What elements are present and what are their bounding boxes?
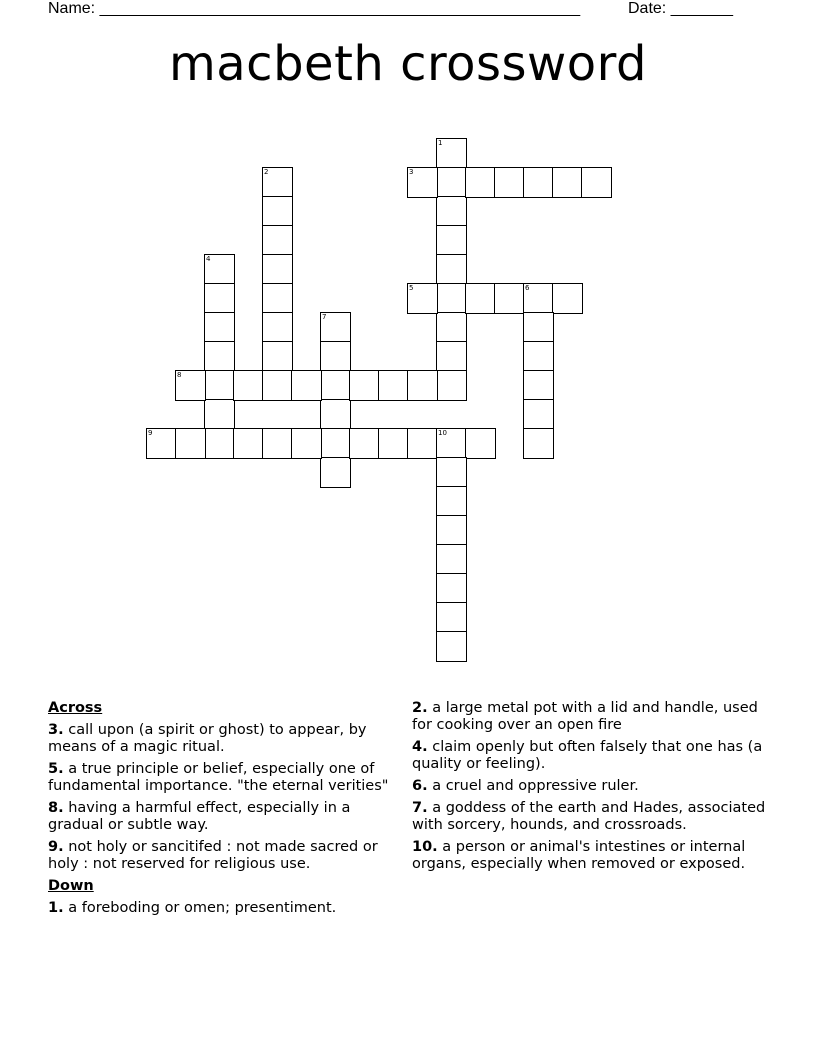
- crossword-cell[interactable]: [320, 341, 351, 372]
- crossword-cell[interactable]: [436, 428, 467, 459]
- crossword-cell[interactable]: [407, 370, 438, 401]
- crossword-cell[interactable]: [523, 167, 554, 198]
- clue-number: 4.: [412, 739, 428, 755]
- crossword-cell[interactable]: [552, 283, 583, 314]
- crossword-cell[interactable]: [436, 167, 467, 198]
- page-title: macbeth crossword: [169, 36, 647, 92]
- crossword-cell[interactable]: [291, 428, 322, 459]
- cell-number: 6: [525, 284, 530, 292]
- crossword-cell[interactable]: [523, 428, 554, 459]
- clue-across-3: [48, 722, 398, 756]
- clue-down-6: [412, 778, 767, 795]
- crossword-cell[interactable]: [204, 254, 235, 285]
- crossword-cell[interactable]: [146, 428, 177, 459]
- crossword-cell[interactable]: [465, 428, 496, 459]
- clue-across-5: [48, 761, 398, 795]
- crossword-cell[interactable]: [233, 370, 264, 401]
- crossword-cell[interactable]: [262, 428, 293, 459]
- crossword-cell[interactable]: [320, 428, 351, 459]
- crossword-cell[interactable]: [204, 341, 235, 372]
- cell-number: 7: [322, 313, 327, 321]
- crossword-cell[interactable]: [436, 486, 467, 517]
- crossword-cell[interactable]: [523, 341, 554, 372]
- cell-number: 10: [438, 429, 447, 437]
- clue-number: 2.: [412, 700, 428, 716]
- clues-column-left: [48, 700, 398, 922]
- crossword-cell[interactable]: [465, 283, 496, 314]
- crossword-cell[interactable]: [436, 254, 467, 285]
- crossword-cell[interactable]: [320, 312, 351, 343]
- clues-column-right: [412, 700, 767, 878]
- crossword-cell[interactable]: [436, 602, 467, 633]
- crossword-cell[interactable]: [523, 399, 554, 430]
- crossword-cell[interactable]: [436, 312, 467, 343]
- crossword-cell[interactable]: [320, 370, 351, 401]
- clue-text: claim openly but often falsely that one has (a quality or feeling).: [412, 739, 763, 772]
- crossword-cell[interactable]: [436, 631, 467, 662]
- crossword-cell[interactable]: [436, 341, 467, 372]
- crossword-cell[interactable]: [262, 167, 293, 198]
- cell-number: 9: [148, 429, 153, 437]
- clue-number: 10.: [412, 839, 438, 855]
- crossword-cell[interactable]: [262, 254, 293, 285]
- cell-number: 8: [177, 371, 182, 379]
- crossword-cell[interactable]: [436, 283, 467, 314]
- clue-down-10: [412, 839, 767, 873]
- clue-down-7: [412, 800, 767, 834]
- clue-down-4: [412, 739, 767, 773]
- clue-text: having a harmful effect, especially in a gradual or subtle way.: [48, 800, 351, 833]
- crossword-cell[interactable]: [436, 515, 467, 546]
- clue-text: a goddess of the earth and Hades, associated with sorcery, hounds, and crossroads.: [412, 800, 766, 833]
- crossword-cell[interactable]: [523, 283, 554, 314]
- crossword-cell[interactable]: [552, 167, 583, 198]
- clue-text: not holy or sancitifed : not made sacred or holy : not reserved for religious use.: [48, 839, 378, 872]
- crossword-cell[interactable]: [494, 167, 525, 198]
- crossword-cell[interactable]: [349, 370, 380, 401]
- cell-number: 2: [264, 168, 269, 176]
- crossword-cell[interactable]: [436, 457, 467, 488]
- crossword-cell[interactable]: [378, 428, 409, 459]
- date-field-label: Date: _______: [628, 0, 733, 17]
- crossword-cell[interactable]: [436, 196, 467, 227]
- crossword-cell[interactable]: [204, 312, 235, 343]
- crossword-cell[interactable]: [320, 399, 351, 430]
- clue-down-1: [48, 900, 398, 917]
- across-heading: Across: [48, 700, 103, 716]
- clue-number: 3.: [48, 722, 64, 738]
- crossword-cell[interactable]: [436, 370, 467, 401]
- crossword-cell[interactable]: [320, 457, 351, 488]
- crossword-cell[interactable]: [262, 225, 293, 256]
- cell-number: 3: [409, 168, 414, 176]
- clue-number: 1.: [48, 900, 64, 916]
- clue-across-8: [48, 800, 398, 834]
- crossword-cell[interactable]: [291, 370, 322, 401]
- crossword-cell[interactable]: [523, 312, 554, 343]
- crossword-cell[interactable]: [262, 341, 293, 372]
- crossword-cell[interactable]: [204, 283, 235, 314]
- clue-number: 8.: [48, 800, 64, 816]
- crossword-cell[interactable]: [436, 138, 467, 169]
- clue-text: a cruel and oppressive ruler.: [432, 778, 639, 794]
- crossword-cell[interactable]: [262, 196, 293, 227]
- name-field-label: Name: ______________________________________________________: [48, 0, 581, 17]
- crossword-cell[interactable]: [436, 225, 467, 256]
- crossword-cell[interactable]: [262, 370, 293, 401]
- crossword-cell[interactable]: [407, 167, 438, 198]
- clue-text: a true principle or belief, especially one of fundamental importance. "the eternal verities": [48, 761, 389, 794]
- clue-text: a foreboding or omen; presentiment.: [68, 900, 337, 916]
- clue-number: 6.: [412, 778, 428, 794]
- crossword-cell[interactable]: [581, 167, 612, 198]
- crossword-cell[interactable]: [436, 573, 467, 604]
- cell-number: 4: [206, 255, 211, 263]
- crossword-cell[interactable]: [233, 428, 264, 459]
- crossword-cell[interactable]: [523, 370, 554, 401]
- clue-text: call upon (a spirit or ghost) to appear, by means of a magic ritual.: [48, 722, 367, 755]
- crossword-cell[interactable]: [262, 283, 293, 314]
- cell-number: 1: [438, 139, 443, 147]
- clue-number: 5.: [48, 761, 64, 777]
- crossword-cell[interactable]: [465, 167, 496, 198]
- cell-number: 5: [409, 284, 414, 292]
- crossword-cell[interactable]: [204, 428, 235, 459]
- clue-number: 9.: [48, 839, 64, 855]
- clue-down-2: [412, 700, 767, 734]
- clue-text: a person or animal's intestines or internal organs, especially when removed or exposed.: [412, 839, 746, 872]
- down-heading: Down: [48, 878, 94, 894]
- crossword-cell[interactable]: [407, 428, 438, 459]
- clue-number: 7.: [412, 800, 428, 816]
- crossword-cell[interactable]: [204, 399, 235, 430]
- clue-text: a large metal pot with a lid and handle, used for cooking over an open fire: [412, 700, 758, 733]
- crossword-cell[interactable]: [204, 370, 235, 401]
- crossword-cell[interactable]: [175, 428, 206, 459]
- clue-across-9: [48, 839, 398, 873]
- crossword-cell[interactable]: [494, 283, 525, 314]
- crossword-cell[interactable]: [436, 544, 467, 575]
- crossword-cell[interactable]: [349, 428, 380, 459]
- crossword-cell[interactable]: [407, 283, 438, 314]
- crossword-cell[interactable]: [262, 312, 293, 343]
- crossword-cell[interactable]: [175, 370, 206, 401]
- crossword-cell[interactable]: [378, 370, 409, 401]
